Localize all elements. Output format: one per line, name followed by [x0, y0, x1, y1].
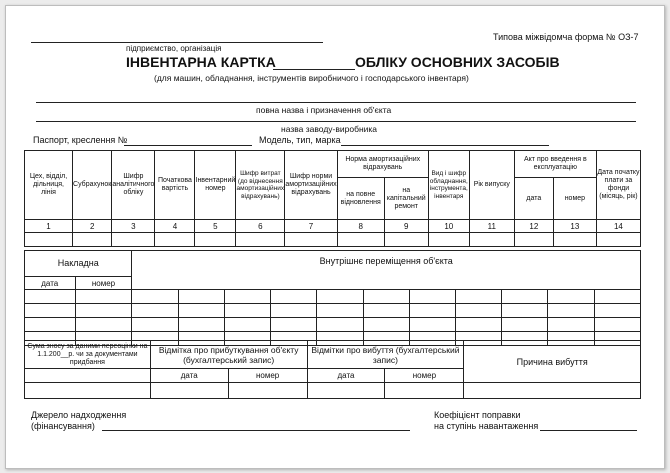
card-number-line [273, 69, 355, 70]
data-cell[interactable] [409, 318, 455, 332]
col-number: 11 [469, 220, 514, 233]
data-cell[interactable] [195, 233, 236, 247]
funding-source-line [102, 430, 410, 431]
disposal-mark-header: Відмітки про вибуття (бухгалтерський запис) [307, 341, 464, 369]
internal-movement-label: Внутрішнє переміщення об'єкта [132, 251, 641, 290]
data-cell[interactable] [25, 383, 151, 399]
header-cost-code: Шифр витрат (до віднесення амортизаційних відрахувань) [236, 151, 285, 220]
data-cell[interactable] [271, 318, 317, 332]
passport-line [124, 145, 252, 146]
data-cell[interactable] [363, 318, 409, 332]
data-cell[interactable] [178, 304, 224, 318]
col-number: 12 [514, 220, 553, 233]
header-department: Цех, відділ, дільниця, лінія [25, 151, 73, 220]
col-number: 4 [155, 220, 195, 233]
form-sheet [5, 5, 665, 469]
data-cell[interactable] [502, 290, 548, 304]
data-cell[interactable] [75, 304, 132, 318]
data-cell[interactable] [112, 233, 155, 247]
data-cell[interactable] [548, 290, 594, 304]
arrival-number-header: номер [228, 369, 307, 383]
data-cell[interactable] [75, 318, 132, 332]
data-cell[interactable] [224, 304, 270, 318]
movement-table [24, 250, 641, 346]
data-cell[interactable] [307, 383, 385, 399]
header-fund-fee-date: Дата початку плати за фонди (місяць, рік) [596, 151, 640, 220]
data-cell[interactable] [25, 233, 73, 247]
main-table [24, 150, 641, 247]
data-cell[interactable] [317, 304, 363, 318]
coefficient-label: Коефіцієнт поправки [434, 410, 521, 420]
data-cell[interactable] [25, 369, 151, 383]
full-name-line [36, 102, 636, 103]
invoice-number-header: номер [75, 277, 132, 290]
depreciation-sum-header: Сума зносу за даними переоцінки на 1.1.200__р. чи за документами придбання [25, 341, 151, 369]
subtitle: (для машин, обладнання, інструментів виробничого і господарського інвентаря) [154, 73, 469, 83]
data-cell[interactable] [25, 304, 76, 318]
disposal-number-header: номер [385, 369, 464, 383]
data-cell[interactable] [73, 233, 112, 247]
data-cell[interactable] [464, 383, 641, 399]
coefficient-label-2: на ступінь навантаження [434, 421, 539, 431]
data-cell[interactable] [236, 233, 285, 247]
disposal-table [24, 340, 641, 399]
disposal-date-header: дата [307, 369, 385, 383]
header-capital-repair: на капітальний ремонт [384, 178, 428, 220]
passport-label: Паспорт, креслення № [33, 135, 128, 145]
invoice-label: Накладна [25, 251, 132, 277]
data-cell[interactable] [285, 233, 337, 247]
col-number: 2 [73, 220, 112, 233]
disposal-reason-header: Причина вибуття [464, 341, 641, 383]
arrival-date-header: дата [150, 369, 228, 383]
funding-source-label: Джерело надходження [31, 410, 127, 420]
data-cell[interactable] [596, 233, 640, 247]
col-number: 1 [25, 220, 73, 233]
data-cell[interactable] [271, 290, 317, 304]
data-cell[interactable] [456, 318, 502, 332]
data-cell[interactable] [409, 304, 455, 318]
data-cell[interactable] [514, 233, 553, 247]
data-cell[interactable] [553, 233, 596, 247]
col-number: 14 [596, 220, 640, 233]
enterprise-caption: підприємство, організація [126, 44, 222, 53]
enterprise-line [31, 42, 323, 43]
data-cell[interactable] [548, 304, 594, 318]
data-cell[interactable] [363, 290, 409, 304]
header-inventory-number: Інвентарний номер [195, 151, 236, 220]
data-cell[interactable] [178, 318, 224, 332]
data-cell[interactable] [337, 233, 384, 247]
col-number: 3 [112, 220, 155, 233]
col-number: 8 [337, 220, 384, 233]
col-number: 6 [236, 220, 285, 233]
invoice-date-header: дата [25, 277, 76, 290]
header-act-number: номер [553, 178, 596, 220]
data-cell[interactable] [384, 233, 428, 247]
data-cell[interactable] [178, 290, 224, 304]
col-number: 13 [553, 220, 596, 233]
full-name-caption: повна назва і призначення об'єкта [256, 105, 392, 115]
header-initial-cost: Початкова вартість [155, 151, 195, 220]
data-cell[interactable] [155, 233, 195, 247]
data-cell[interactable] [132, 318, 178, 332]
data-cell[interactable] [224, 290, 270, 304]
data-cell[interactable] [150, 383, 228, 399]
data-cell[interactable] [428, 233, 469, 247]
header-commission-act: Акт про введення в експлуатацію [514, 151, 596, 178]
data-cell[interactable] [132, 304, 178, 318]
col-number: 5 [195, 220, 236, 233]
data-cell[interactable] [317, 318, 363, 332]
header-analytics-code: Шифр аналітичного обліку [112, 151, 155, 220]
data-cell[interactable] [363, 304, 409, 318]
header-full-restoration: на повне відновлення [337, 178, 384, 220]
header-norm-code: Шифр норми амортизаційних відрахувань [285, 151, 337, 220]
data-cell[interactable] [594, 318, 640, 332]
header-subaccount: Субрахунок [73, 151, 112, 220]
data-cell[interactable] [25, 318, 76, 332]
title-left: ІНВЕНТАРНА КАРТКА [126, 54, 276, 70]
coefficient-line [540, 430, 637, 431]
data-cell[interactable] [317, 290, 363, 304]
data-cell[interactable] [25, 290, 76, 304]
data-cell[interactable] [594, 290, 640, 304]
arrival-mark-header: Відмітка про прибуткування об'єкту (бухгалтерський запис) [150, 341, 307, 369]
data-cell[interactable] [456, 290, 502, 304]
col-number: 10 [428, 220, 469, 233]
data-cell[interactable] [469, 233, 514, 247]
header-equipment-type: Вид і шифр обладнання, інструмента, інвентаря [428, 151, 469, 220]
title-right: ОБЛІКУ ОСНОВНИХ ЗАСОБІВ [355, 54, 560, 70]
data-cell[interactable] [456, 304, 502, 318]
data-cell[interactable] [548, 318, 594, 332]
header-act-date: дата [514, 178, 553, 220]
data-cell[interactable] [502, 318, 548, 332]
col-number: 9 [384, 220, 428, 233]
funding-source-label-2: (фінансування) [31, 421, 95, 431]
data-cell[interactable] [228, 383, 307, 399]
data-cell[interactable] [502, 304, 548, 318]
model-label: Модель, тип, марка [259, 135, 341, 145]
col-number: 7 [285, 220, 337, 233]
data-cell[interactable] [75, 290, 132, 304]
header-depreciation-norm: Норма амортизаційних відрахувань [337, 151, 428, 178]
form-type: Типова міжвідомча форма № ОЗ-7 [493, 32, 639, 42]
data-cell[interactable] [594, 304, 640, 318]
model-line [341, 145, 549, 146]
data-cell[interactable] [409, 290, 455, 304]
manufacturer-line [36, 121, 636, 122]
data-cell[interactable] [385, 383, 464, 399]
data-cell[interactable] [224, 318, 270, 332]
data-cell[interactable] [271, 304, 317, 318]
manufacturer-caption: назва заводу-виробника [281, 124, 378, 134]
header-year: Рік випуску [469, 151, 514, 220]
data-cell[interactable] [132, 290, 178, 304]
